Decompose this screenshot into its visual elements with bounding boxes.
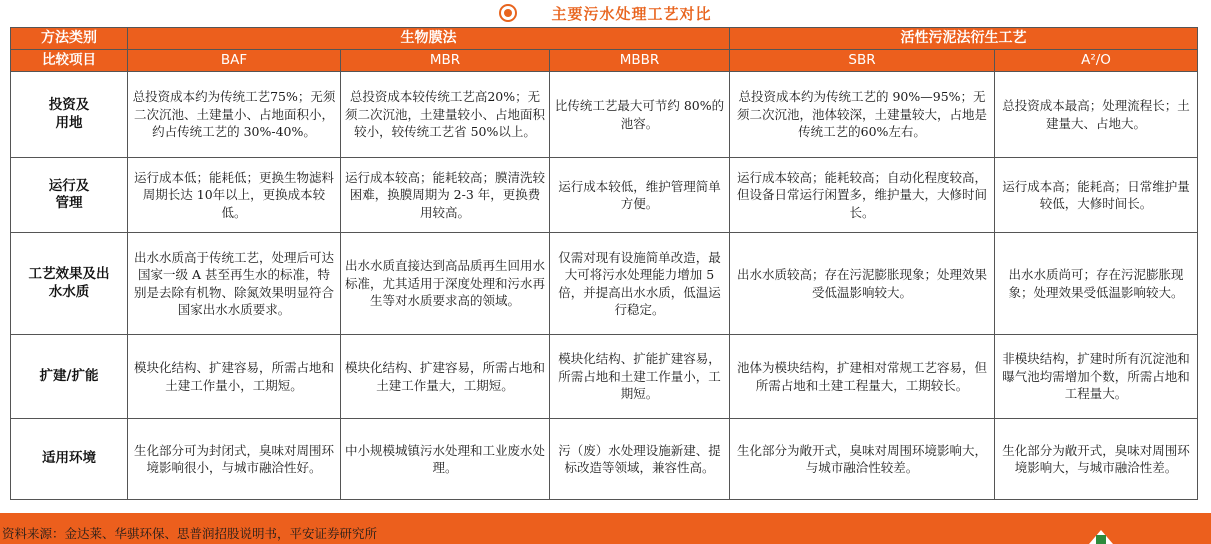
table-cell: 生化部分可为封闭式，臭味对周围环境影响很小，与城市融洽性好。 [128, 419, 341, 500]
table-cell: 运行成本较高；能耗较高；膜清洗较困难，换膜周期为 2-3 年，更换费用较高。 [341, 158, 550, 233]
table-cell: 总投资成本较传统工艺高20%；无须二次沉池，土建量较小、占地面积较小，较传统工艺省 50%以上。 [341, 72, 550, 158]
col-header-sbr: SBR [730, 50, 995, 72]
table-row [11, 419, 1198, 500]
table-cell: 模块化结构、扩能扩建容易，所需占地和土建工作量小，工期短。 [550, 335, 730, 419]
table-cell: 出水水质直接达到高品质再生回用水标准，尤其适用于深度处理和污水再生等对水质要求高的领域。 [341, 233, 550, 335]
header-row-columns [11, 50, 1198, 72]
compare-label: 比较项目 [11, 50, 128, 72]
col-header-baf: BAF [128, 50, 341, 72]
row-label: 适用环境 [11, 419, 128, 500]
table-cell: 运行成本较低，维护管理简单方便。 [550, 158, 730, 233]
row-label: 扩建/扩能 [11, 335, 128, 419]
brand-logo-icon [1089, 530, 1113, 544]
table-cell: 比传统工艺最大可节约 80%的池容。 [550, 72, 730, 158]
method-label: 方法类别 [11, 28, 128, 50]
table-row [11, 335, 1198, 419]
row-label: 投资及 用地 [11, 72, 128, 158]
table-cell: 总投资成本约为传统工艺的 90%—95%；无须二次沉池，池体较深，土建量较大，占地是传统工艺的60%左右。 [730, 72, 995, 158]
footer-bar [0, 513, 1211, 544]
col-header-a2o: A²/O [995, 50, 1198, 72]
table-cell: 非模块结构，扩建时所有沉淀池和曝气池均需增加个数，所需占地和工程量大。 [995, 335, 1198, 419]
table-row [11, 72, 1198, 158]
table-cell: 模块化结构、扩建容易，所需占地和土建工作量小，工期短。 [128, 335, 341, 419]
table-cell: 出水水质高于传统工艺，处理后可达国家一级 A 甚至再生水的标准，特别是去除有机物、除氮效果明显符合国家出水水质要求。 [128, 233, 341, 335]
table-row [11, 158, 1198, 233]
table-cell: 污（废）水处理设施新建、提标改造等领域，兼容性高。 [550, 419, 730, 500]
header-row-groups [11, 28, 1198, 50]
group-header-activated-sludge: 活性污泥法衍生工艺 [730, 28, 1198, 50]
table-cell: 生化部分为敞开式，臭味对周围环境影响大，与城市融洽性差。 [995, 419, 1198, 500]
table-cell: 生化部分为敞开式，臭味对周围环境影响大，与城市融洽性较差。 [730, 419, 995, 500]
table-cell: 总投资成本约为传统工艺75%；无须二次沉池、土建量小、占地面积小，约占传统工艺的 30%-40%。 [128, 72, 341, 158]
table-row [11, 233, 1198, 335]
source-note: 资料来源：金达莱、华骐环保、思普润招股说明书，平安证券研究所 [2, 526, 378, 541]
col-header-mbbr: MBBR [550, 50, 730, 72]
group-header-biofilm: 生物膜法 [128, 28, 730, 50]
table-cell: 出水水质较高；存在污泥膨胀现象；处理效果受低温影响较大。 [730, 233, 995, 335]
table-cell: 出水水质尚可；存在污泥膨胀现象；处理效果受低温影响较大。 [995, 233, 1198, 335]
table-cell: 池体为模块结构，扩建相对常规工艺容易，但所需占地和土建工程量大，工期较长。 [730, 335, 995, 419]
table-cell: 运行成本低；能耗低；更换生物滤料周期长达 10年以上，更换成本较低。 [128, 158, 341, 233]
title-row [0, 0, 1211, 26]
table-cell: 运行成本高；能耗高；日常维护量较低，大修时间长。 [995, 158, 1198, 233]
table-cell: 运行成本较高；能耗较高；自动化程度较高，但设备日常运行闲置多，维护量大，大修时间长。 [730, 158, 995, 233]
row-label: 工艺效果及出 水水质 [11, 233, 128, 335]
comparison-table [10, 27, 1198, 500]
bullet-circle-icon [499, 4, 517, 22]
col-header-mbr: MBR [341, 50, 550, 72]
page-title: 主要污水处理工艺对比 [551, 4, 712, 23]
row-label: 运行及 管理 [11, 158, 128, 233]
table-cell: 中小规模城镇污水处理和工业废水处理。 [341, 419, 550, 500]
table-cell: 模块化结构、扩建容易，所需占地和土建工作量大，工期短。 [341, 335, 550, 419]
table-cell: 总投资成本最高；处理流程长；土建量大、占地大。 [995, 72, 1198, 158]
table-cell: 仅需对现有设施简单改造，最大可将污水处理能力增加 5 倍，并提高出水水质，低温运行稳定。 [550, 233, 730, 335]
